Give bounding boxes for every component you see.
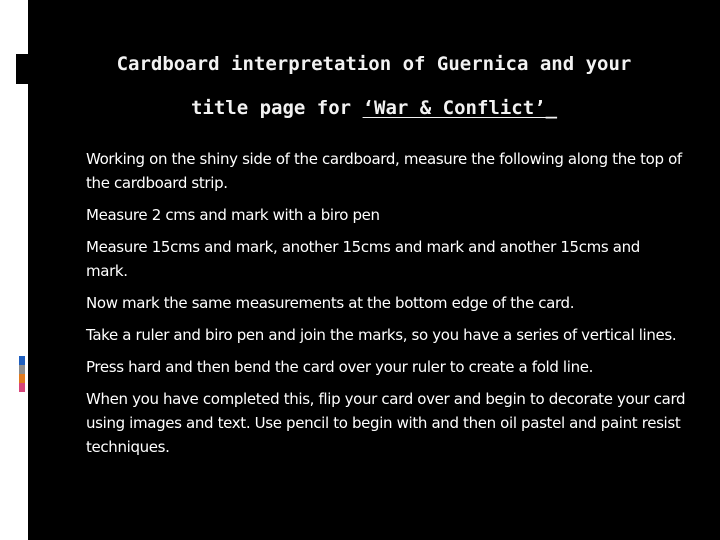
accent-stripe-pink (19, 383, 25, 392)
slide-title-underlined: ‘War & Conflict’_ (362, 97, 558, 119)
accent-stripe-orange (19, 374, 25, 383)
instruction-item: Take a ruler and biro pen and join the marks, so you have a series of vertical lines. (86, 326, 677, 344)
instruction-list (86, 147, 686, 467)
slide-accent-stripes (19, 356, 25, 392)
slide-title (28, 42, 720, 130)
instruction-item: Measure 2 cms and mark with a biro pen (86, 206, 380, 224)
accent-stripe-gray (19, 365, 25, 374)
accent-stripe-blue (19, 356, 25, 365)
slide-title-line-1: Cardboard interpretation of Guernica and your (116, 53, 632, 75)
slide-accent-bar (16, 54, 28, 84)
instruction-item: When you have completed this, flip your card over and begin to decorate your card using images and text. Use pencil to begin with and then oil pastel and paint resist techniques. (86, 390, 686, 456)
slide-title-line-2-prefix: title page for (190, 97, 363, 119)
instruction-item: Press hard and then bend the card over your ruler to create a fold line. (86, 358, 594, 376)
instruction-item: Now mark the same measurements at the bottom edge of the card. (86, 294, 575, 312)
slide-title-line-2 (28, 86, 720, 130)
instruction-item: Working on the shiny side of the cardboard, measure the following along the top of the cardboard strip. (86, 150, 682, 192)
instruction-item: Measure 15cms and mark, another 15cms and mark and another 15cms and mark. (86, 238, 640, 280)
